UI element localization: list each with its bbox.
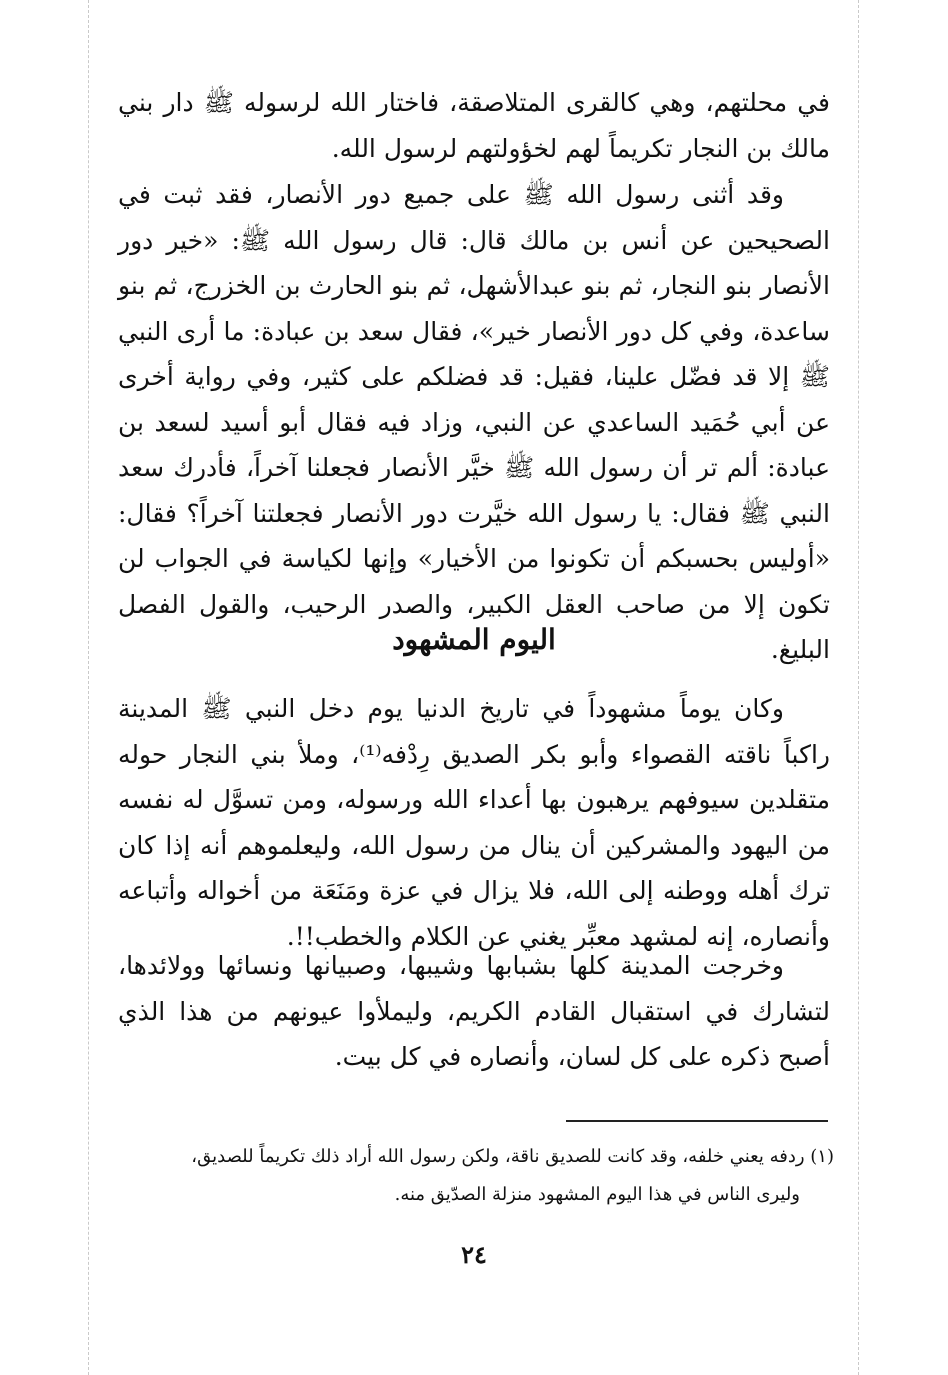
paragraph-city-welcome [118, 943, 830, 1080]
footnote-line: (١) ردفه يعني خلفه، وقد كانت للصديق ناقة، ولكن رسول الله أراد ذلك تكريماً للصديق، [191, 1146, 834, 1167]
paragraph-entry-day [118, 686, 830, 959]
page-number: ٢٤ [461, 1240, 487, 1269]
footnote-divider [566, 1120, 828, 1122]
footnote [118, 1138, 834, 1214]
paragraph-text: وقد أثنى رسول الله ﷺ على جميع دور الأنصار، فقد ثبت في الصحيحين عن أنس بن مالك قال: قال رسول الله ﷺ: «خير دور الأنصار بنو النجار، ثم بنو عبدالأشهل، ثم بنو الحارث بن الخزرج، ثم بنو ساعدة، وفي كل دور الأنصار خير»، فقال سعد بن عبادة: ما أرى النبي ﷺ إلا قد فضّل علينا، فقيل: قد فضلكم على كثير، وفي رواية أخرى عن أبي حُمَيد الساعدي عن النبي، وزاد فيه فقال أبو أسيد لسعد بن عبادة: ألم تر أن رسول الله ﷺ خيَّر الأنصار فجعلنا آخراً، فأدرك سعد النبي ﷺ فقال: يا رسول الله خيَّرت دور الأنصار فجعلتنا آخراً؟ فقال: «أوليس بحسبكم أن تكونوا من الأخيار» وإنها لكياسة في الجواب لن تكون إلا من صاحب العقل الكبير، والصدر الرحيب، والقول الفصل البليغ. [118, 180, 830, 664]
paragraph-continuation [118, 80, 830, 171]
scan-guide-line-right [858, 0, 859, 1375]
paragraph-text: في محلتهم، وهي كالقرى المتلاصقة، فاختار الله لرسوله ﷺ دار بني مالك بن النجار تكريماً لهم لخؤولتهم لرسول الله. [118, 88, 830, 163]
footnote-line: وليرى الناس في هذا اليوم المشهود منزلة الصدّيق منه. [394, 1184, 800, 1205]
section-heading: اليوم المشهود [392, 623, 556, 656]
paragraph-text: وخرجت المدينة كلها بشبابها وشيبها، وصبيانها ونسائها وولائدها، لتشارك في استقبال القادم الكريم، وليملأوا عيونهم من هذا الذي أصبح ذكره على كل لسان، وأنصاره في كل بيت. [118, 951, 830, 1071]
paragraph-ansar-praise [118, 172, 830, 673]
scan-guide-line-left [88, 0, 89, 1375]
paragraph-text: وكان يوماً مشهوداً في تاريخ الدنيا يوم دخل النبي ﷺ المدينة راكباً ناقته القصواء وأبو بكر الصديق رِدْفه⁽¹⁾، وملأ بني النجار حوله متقلدين سيوفهم يرهبون بها أعداء الله ورسوله، ومن تسوَّل له نفسه من اليهود والمشركين أن ينال من رسول الله، وليعلموهم أنه إذا كان ترك أهله ووطنه إلى الله، فلا يزال في عزة ومَنَعَة من أخواله وأتباعه وأنصاره، إنه لمشهد معبِّر يغني عن الكلام والخطب!!. [118, 694, 830, 951]
